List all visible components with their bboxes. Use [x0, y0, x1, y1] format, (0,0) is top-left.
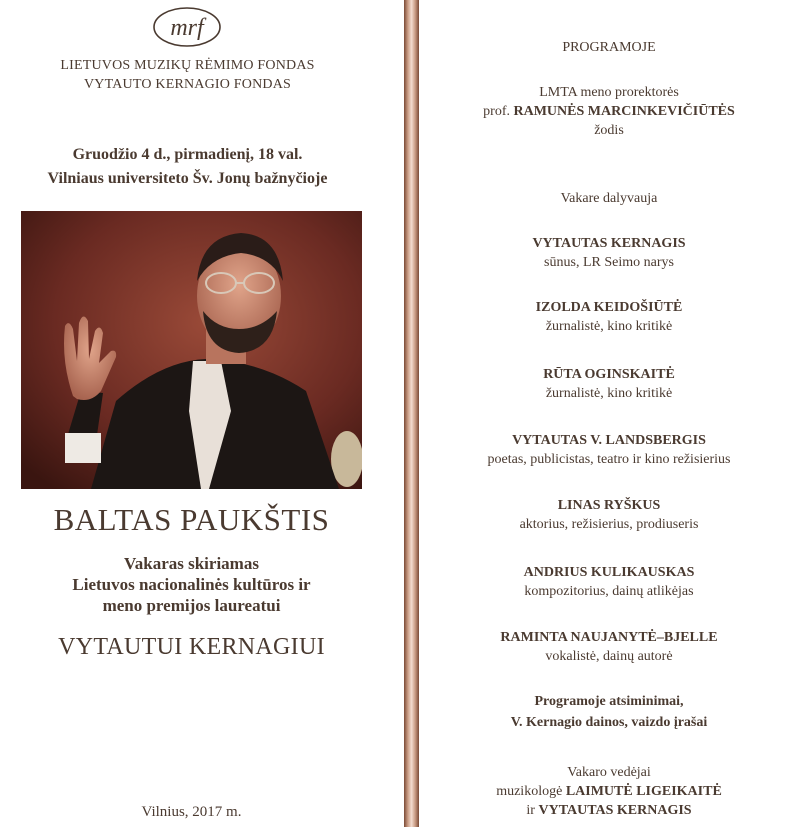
participant-item — [425, 298, 793, 336]
hosts-block — [425, 763, 793, 820]
mrf-logo-icon — [152, 6, 222, 48]
participant-name: RAMINTA NAUJANYTĖ–BJELLE — [500, 630, 718, 645]
host-line — [425, 801, 793, 820]
program-closing — [425, 691, 793, 733]
logo-text: mrf — [170, 15, 204, 41]
closing-line: Programoje atsiminimai, — [534, 694, 684, 709]
left-column — [0, 0, 390, 827]
participant-role: sūnus, LR Seimo narys — [544, 255, 674, 270]
event-title: BALTAS PAUKŠTIS — [53, 502, 330, 537]
host-prefix: muzikologė — [496, 784, 566, 799]
speech-line: LMTA meno prorektorės — [539, 85, 679, 100]
program-column — [425, 0, 793, 827]
host-prefix: ir — [526, 803, 539, 818]
participant-role: poetas, publicistas, teatro ir kino režisierius — [487, 452, 731, 467]
participant-role: kompozitorius, dainų atlikėjas — [524, 584, 694, 599]
speech-prefix: prof. — [483, 104, 514, 119]
organizations — [0, 56, 375, 94]
speech-block — [425, 83, 793, 140]
event-info — [0, 143, 375, 191]
organization-name: VYTAUTO KERNAGIO FONDAS — [84, 77, 291, 92]
participant-name: VYTAUTAS KERNAGIS — [532, 236, 686, 251]
participant-name: VYTAUTAS V. LANDSBERGIS — [512, 433, 706, 448]
host-line — [425, 782, 793, 801]
event-venue: Vilniaus universiteto Šv. Jonų bažnyčioje — [47, 170, 328, 187]
hosts-heading: Vakaro vedėjai — [567, 765, 651, 780]
speech-line: žodis — [594, 123, 624, 138]
program-heading: PROGRAMOJE — [562, 40, 656, 55]
participants-heading: Vakare dalyvauja — [560, 191, 658, 206]
honoree-name: VYTAUTUI KERNAGIUI — [58, 634, 325, 660]
participant-role: žurnalistė, kino kritikė — [545, 319, 673, 334]
participant-role: aktorius, režisierius, prodiuseris — [519, 517, 699, 532]
speech-speaker-name: RAMUNĖS MARCINKEVIČIŪTĖS — [513, 104, 735, 119]
host-name: VYTAUTAS KERNAGIS — [538, 803, 692, 818]
vertical-divider — [404, 0, 419, 827]
participant-item — [425, 431, 793, 469]
portrait-photo-icon — [21, 211, 362, 489]
speech-speaker — [425, 102, 793, 121]
participant-item — [425, 234, 793, 272]
participant-name: LINAS RYŠKUS — [557, 498, 661, 513]
dedication-line: Lietuvos nacionalinės kultūros ir — [72, 575, 311, 594]
participant-item — [425, 365, 793, 403]
participant-name: ANDRIUS KULIKAUSKAS — [523, 565, 695, 580]
place-year: Vilnius, 2017 m. — [141, 804, 242, 820]
closing-line: V. Kernagio dainos, vaizdo įrašai — [510, 715, 708, 730]
participant-name: RŪTA OGINSKAITĖ — [543, 367, 675, 382]
dedication-line: meno premijos laureatui — [102, 596, 281, 615]
organization-name: LIETUVOS MUZIKŲ RĖMIMO FONDAS — [60, 58, 315, 73]
dedication — [0, 553, 383, 616]
participant-item — [425, 496, 793, 534]
participant-item — [425, 563, 793, 601]
participant-role: vokalistė, dainų autorė — [545, 649, 673, 664]
event-date: Gruodžio 4 d., pirmadienį, 18 val. — [72, 146, 303, 163]
participant-role: žurnalistė, kino kritikė — [545, 386, 673, 401]
host-name: LAIMUTĖ LIGEIKAITĖ — [565, 784, 722, 799]
participant-item — [425, 628, 793, 666]
dedication-line: Vakaras skiriamas — [124, 554, 259, 573]
participant-name: IZOLDA KEIDOŠIŪTĖ — [535, 300, 683, 315]
